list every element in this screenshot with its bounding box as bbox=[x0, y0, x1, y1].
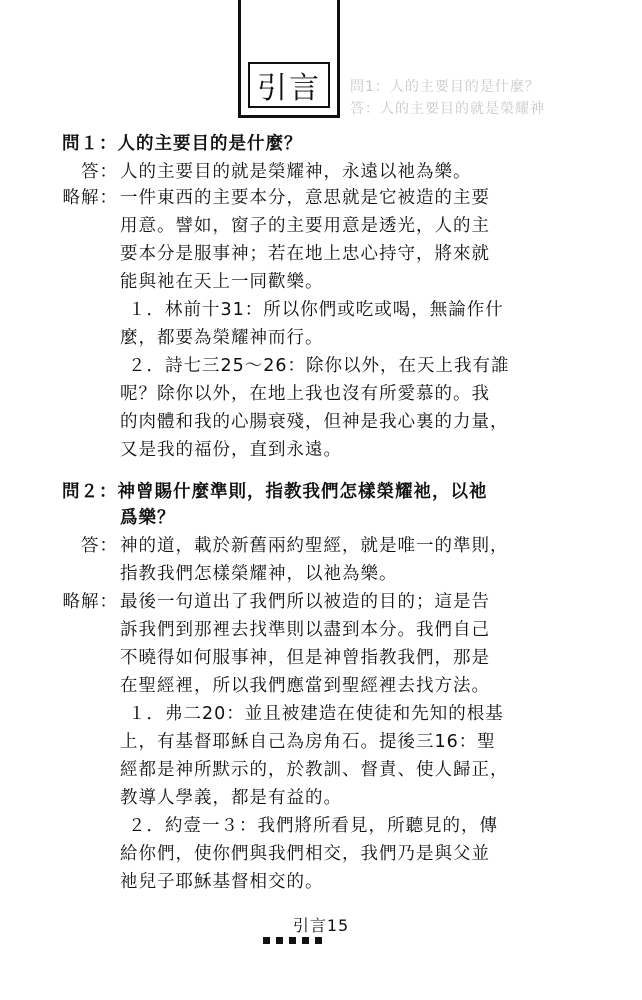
explain-line: 不曉得如何服事神，但是神曾指教我們，那是 bbox=[120, 648, 490, 668]
answer-label: 答： bbox=[81, 536, 118, 556]
scripture-ref: 又是我的福份，直到永遠。 bbox=[120, 440, 342, 460]
ornament-square bbox=[315, 937, 322, 944]
ornament-square bbox=[276, 937, 283, 944]
scripture-ref: 的肉體和我的心腸衰殘，但神是我心裏的力量， bbox=[120, 412, 509, 432]
explain-line: 最後一句道出了我們所以被造的目的；這是告 bbox=[120, 592, 490, 612]
bleed-through-text: 答：人的主要目的就是榮耀神 bbox=[350, 101, 545, 117]
scripture-ref: ２．詩七三25～26：除你以外，在天上我有誰 bbox=[128, 356, 510, 376]
scripture-ref: 經都是神所默示的，於教訓、督責、使人歸正， bbox=[120, 760, 509, 780]
scripture-ref: ２．約壹一３：我們將所看見，所聽見的，傳 bbox=[128, 816, 498, 836]
question-2-cont: 爲樂？ bbox=[120, 508, 176, 528]
explain-label: 略解： bbox=[62, 592, 118, 612]
explain-line: 在聖經裡，所以我們應當到聖經裡去找方法。 bbox=[120, 676, 490, 696]
explain-label: 略解： bbox=[62, 188, 118, 208]
ornament-square bbox=[302, 937, 309, 944]
answer-text: 指教我們怎樣榮耀神，以祂為樂。 bbox=[120, 564, 398, 584]
ornament-square bbox=[289, 937, 296, 944]
explain-line: 要本分是服事神；若在地上忠心持守，將來就 bbox=[120, 244, 490, 264]
ornament-square bbox=[263, 937, 270, 944]
scripture-ref: １．林前十31：所以你們或吃或喝，無論作什 bbox=[128, 300, 504, 320]
answer-text: 神的道，載於新舊兩約聖經，就是唯一的準則， bbox=[120, 536, 509, 556]
scripture-ref: 教導人學義，都是有益的。 bbox=[120, 788, 342, 808]
scripture-ref: 麼，都要為榮耀神而行。 bbox=[120, 328, 324, 348]
page-number: 引言15 bbox=[292, 916, 350, 935]
section-title: 引言 bbox=[248, 62, 330, 108]
footer-ornament bbox=[263, 937, 322, 944]
scripture-ref: 上，有基督耶穌自己為房角石。提後三16：聖 bbox=[120, 732, 496, 752]
explain-line: 一件東西的主要本分，意思就是它被造的主要 bbox=[120, 188, 490, 208]
explain-line: 能與祂在天上一同歡樂。 bbox=[120, 272, 324, 292]
scripture-ref: 呢？除你以外，在地上我也沒有所愛慕的。我 bbox=[120, 384, 490, 404]
scripture-ref: １．弗二20：並且被建造在使徒和先知的根基 bbox=[128, 704, 504, 724]
question-1: 問１：人的主要目的是什麼？ bbox=[62, 134, 303, 154]
answer-text: 人的主要目的就是榮耀神，永遠以祂為樂。 bbox=[120, 162, 472, 182]
scripture-ref: 給你們，使你們與我們相交，我們乃是與父並 bbox=[120, 844, 490, 864]
explain-line: 用意。譬如，窗子的主要用意是透光，人的主 bbox=[120, 216, 490, 236]
answer-label: 答： bbox=[81, 162, 118, 182]
scripture-ref: 祂兒子耶穌基督相交的。 bbox=[120, 872, 324, 892]
question-2: 問２：神曾賜什麼準則，指教我們怎樣榮耀祂，以祂 bbox=[62, 482, 488, 502]
explain-line: 訴我們到那裡去找準則以盡到本分。我們自己 bbox=[120, 620, 490, 640]
bleed-through-text: 問1：人的主要目的是什麼？ bbox=[350, 79, 540, 95]
